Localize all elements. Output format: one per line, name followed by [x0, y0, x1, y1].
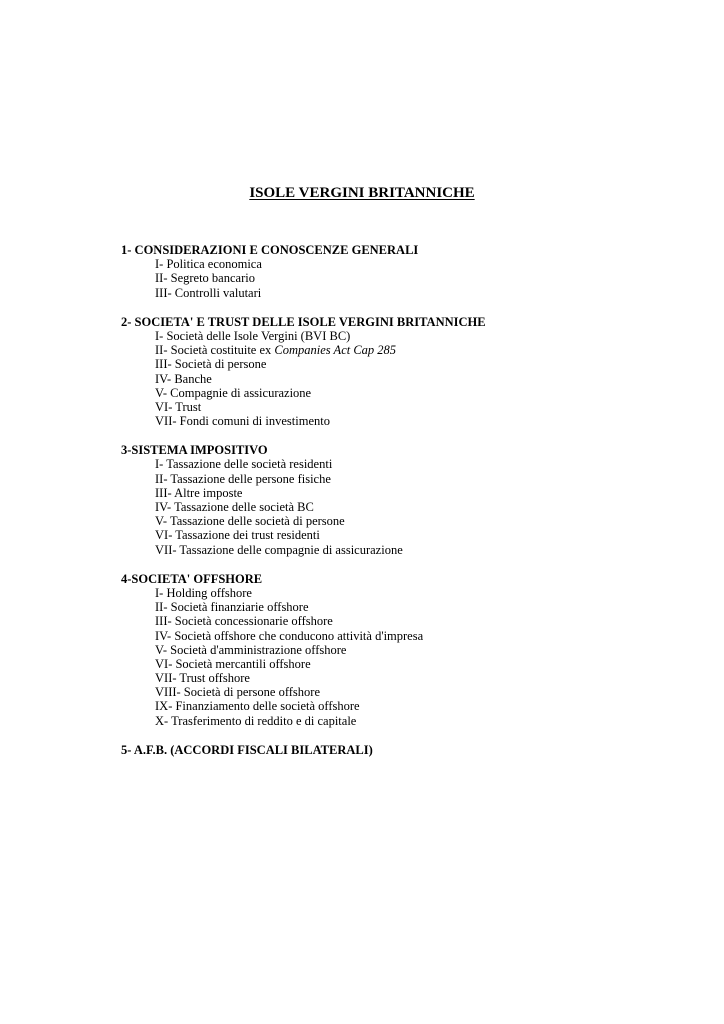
section-heading: 2- SOCIETA' E TRUST DELLE ISOLE VERGINI BRITANNICHE — [121, 314, 486, 329]
section-heading: 5- A.F.B. (ACCORDI FISCALI BILATERALI) — [121, 742, 373, 757]
toc-item — [155, 343, 681, 357]
toc-item-text: IV- Banche — [155, 371, 212, 386]
section-items — [121, 586, 681, 728]
toc-item — [155, 271, 681, 285]
toc-section — [121, 743, 681, 757]
toc-item — [155, 657, 681, 671]
toc-item-text: III- Altre imposte — [155, 485, 243, 500]
toc-item-text: IV- Società offshore che conducono attività d'impresa — [155, 628, 424, 643]
toc-item-text: VII- Fondi comuni di investimento — [155, 414, 330, 429]
toc-item-text: II- Società costituite ex — [155, 343, 275, 358]
section-items — [121, 257, 681, 300]
section-heading: 1- CONSIDERAZIONI E CONOSCENZE GENERALI — [121, 243, 419, 257]
toc-item-text: VI- Trust — [155, 399, 202, 414]
toc-item — [155, 514, 681, 528]
toc-item-text: VII- Trust offshore — [155, 671, 250, 686]
toc-item — [155, 400, 681, 414]
toc-item — [155, 671, 681, 685]
toc-item — [155, 586, 681, 600]
toc-item-text: V- Compagnie di assicurazione — [155, 385, 312, 400]
toc-item-text: V- Società d'amministrazione offshore — [155, 642, 347, 657]
section-items — [121, 457, 681, 556]
section-heading: 3-SISTEMA IMPOSITIVO — [121, 443, 268, 458]
toc-item-text: II- Società finanziarie offshore — [155, 600, 309, 615]
section-items — [121, 329, 681, 428]
toc-item-text: I- Politica economica — [155, 257, 262, 272]
toc-item — [155, 629, 681, 643]
toc-item-text: VIII- Società di persone offshore — [155, 685, 320, 700]
toc-item-italic-text: Companies Act Cap 285 — [274, 343, 397, 358]
toc-item — [155, 329, 681, 343]
section-heading: 4-SOCIETA' OFFSHORE — [121, 571, 263, 586]
toc-item — [155, 414, 681, 428]
toc-item-text: IV- Tassazione delle società BC — [155, 500, 314, 514]
toc-item — [155, 386, 681, 400]
toc-item-text: I- Holding offshore — [155, 585, 252, 600]
toc-item — [155, 472, 681, 486]
toc-item — [155, 257, 681, 271]
toc-item-text: VI- Tassazione dei trust residenti — [155, 528, 320, 543]
toc-item — [155, 714, 681, 728]
toc-item — [155, 614, 681, 628]
toc-section — [121, 315, 681, 429]
toc-item-text: I- Società delle Isole Vergini (BVI BC) — [155, 328, 351, 343]
toc-item-text: IX- Finanziamento delle società offshore — [155, 699, 360, 714]
toc-item — [155, 685, 681, 699]
toc-item-text: VI- Società mercantili offshore — [155, 656, 311, 671]
toc-item — [155, 699, 681, 713]
toc-item-text: V- Tassazione delle società di persone — [155, 514, 345, 529]
toc-item-text: III- Società di persone — [155, 357, 267, 372]
toc-item — [155, 457, 681, 471]
table-of-contents — [121, 243, 681, 772]
toc-item — [155, 600, 681, 614]
toc-item-text: VII- Tassazione delle compagnie di assicurazione — [155, 542, 403, 557]
document-title: ISOLE VERGINI BRITANNICHE — [249, 185, 475, 201]
toc-item — [155, 372, 681, 386]
toc-item — [155, 543, 681, 557]
toc-item-text: I- Tassazione delle società residenti — [155, 457, 333, 472]
toc-item — [155, 643, 681, 657]
toc-item-text: II- Segreto bancario — [155, 271, 255, 286]
toc-item-text: II- Tassazione delle persone fisiche — [155, 471, 331, 486]
toc-section — [121, 243, 681, 300]
toc-item — [155, 486, 681, 500]
toc-item-text: X- Trasferimento di reddito e di capitale — [155, 713, 357, 728]
toc-item-text: III- Società concessionarie offshore — [155, 614, 333, 629]
toc-item-text: III- Controlli valutari — [155, 285, 262, 300]
toc-item — [155, 286, 681, 300]
toc-item — [155, 500, 681, 514]
toc-item — [155, 528, 681, 542]
toc-item — [155, 357, 681, 371]
toc-section — [121, 572, 681, 728]
toc-section — [121, 443, 681, 557]
